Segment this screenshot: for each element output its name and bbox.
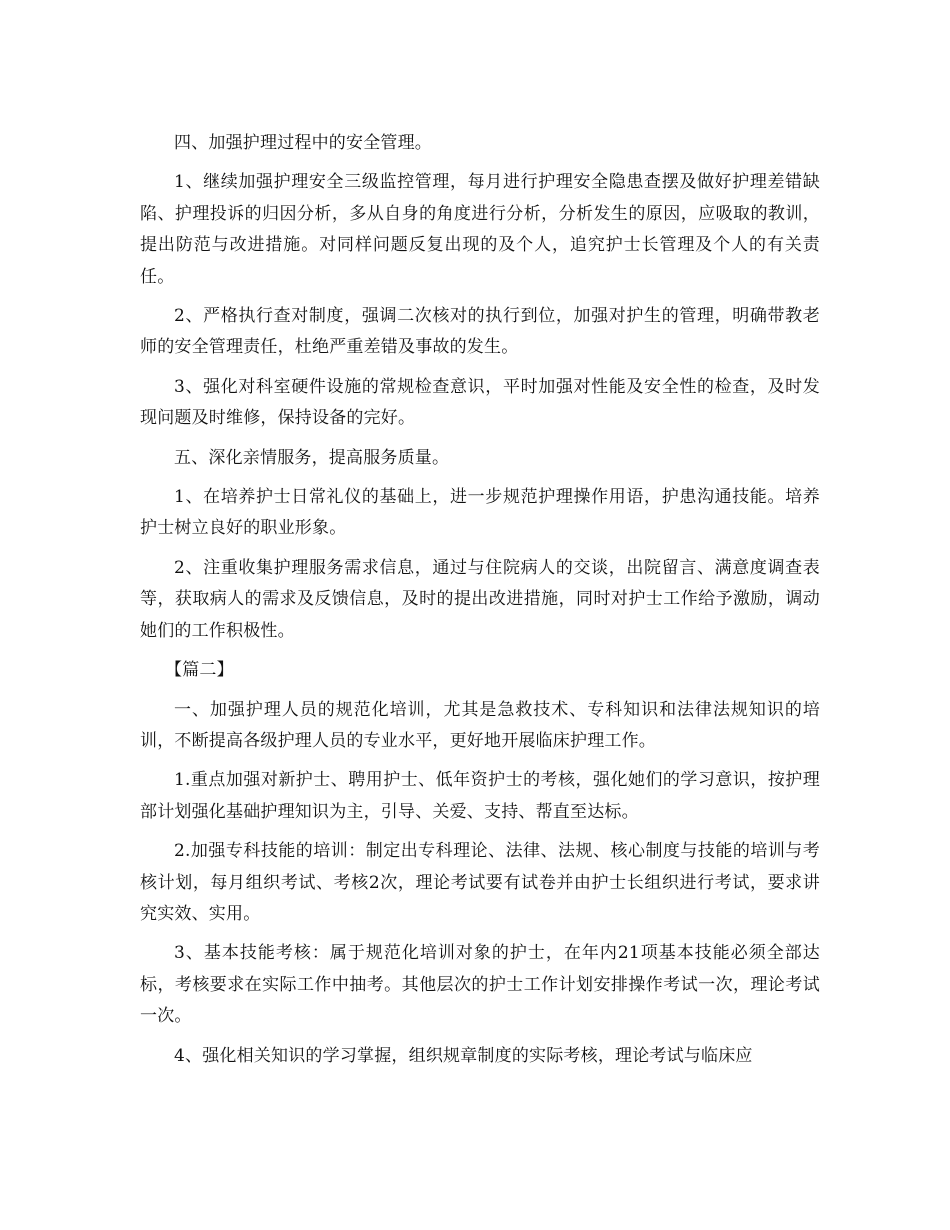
section-heading-1: 一、加强护理人员的规范化培训，尤其是急救技术、专科知识和法律法规知识的培训，不断提高各级护理人员的专业水平，更好地开展临床护理工作。 xyxy=(140,699,820,751)
paragraph-equipment-inspection: 3、强化对科室硬件设施的常规检查意识，平时加强对性能及安全性的检查，及时发现问题及时维修，保持设备的完好。 xyxy=(140,376,820,429)
section-heading-4: 四、加强护理过程中的安全管理。 xyxy=(174,133,432,153)
paragraph-basic-skills: 3、基本技能考核：属于规范化培训对象的护士，在年内21项基本技能必须全部达标，考核要求在实际工作中抽考。其他层次的护士工作计划安排操作考试一次，理论考试一次。 xyxy=(140,943,820,1027)
paragraph-new-nurse-assessment: 1.重点加强对新护士、聘用护士、低年资护士的考核，强化她们的学习意识，按护理部计划强化基础护理知识为主，引导、关爱、支持、帮直至达标。 xyxy=(140,770,820,822)
section-heading-5: 五、深化亲情服务，提高服务质量。 xyxy=(174,447,450,468)
paragraph-verification-system: 2、严格执行查对制度，强调二次核对的执行到位，加强对护生的管理，明确带教老师的安全管理责任，杜绝严重差错及事故的发生。 xyxy=(140,306,820,358)
paragraph-etiquette-training: 1、在培养护士日常礼仪的基础上，进一步规范护理操作用语，护患沟通技能。培养护士树立良好的职业形象。 xyxy=(140,487,820,539)
paragraph-knowledge-study: 4、强化相关知识的学习掌握，组织规章制度的实际考核，理论考试与临床应 xyxy=(174,1045,753,1066)
document-body xyxy=(140,128,820,1080)
part-two-heading: 【篇二】 xyxy=(165,660,234,681)
paragraph-safety-monitoring: 1、继续加强护理安全三级监控管理，每月进行护理安全隐患查摆及做好护理差错缺陷、护理投诉的归因分析，多从自身的角度进行分析，分析发生的原因，应吸取的教训，提出防范与改进措施。对同样问题反复出现的及个人，追究护士长管理及个人的有关责任。 xyxy=(140,172,820,287)
paragraph-service-feedback: 2、注重收集护理服务需求信息，通过与住院病人的交谈，出院留言、满意度调查表等，获取病人的需求及反馈信息，及时的提出改进措施，同时对护士工作给予激励，调动她们的工作积极性。 xyxy=(140,557,820,641)
paragraph-specialty-training: 2.加强专科技能的培训：制定出专科理论、法律、法规、核心制度与技能的培训与考核计划，每月组织考试、考核2次，理论考试要有试卷并由护士长组织进行考试，要求讲究实效、实用。 xyxy=(140,841,820,924)
